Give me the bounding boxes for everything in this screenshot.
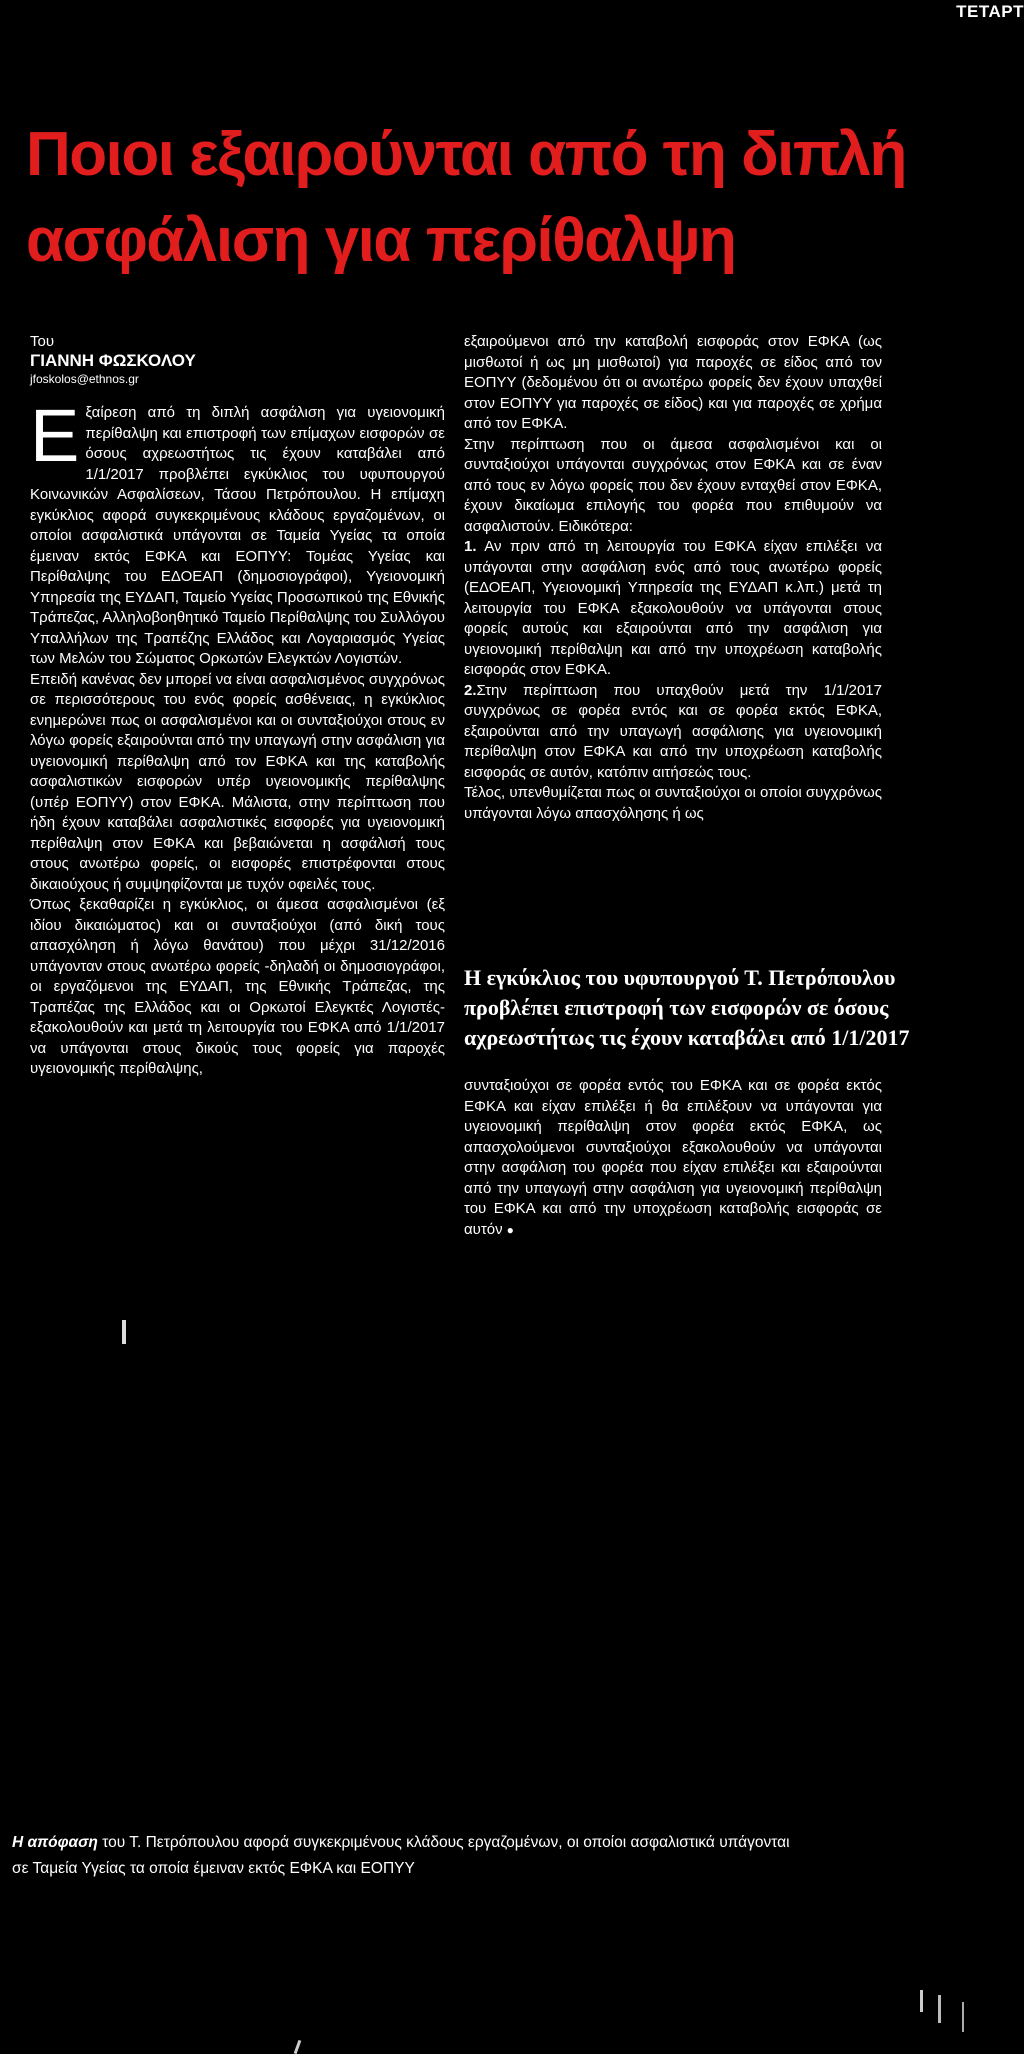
body-paragraph: εξαιρούμενοι από την καταβολή εισφοράς στον ΕΦΚΑ (ως μισθωτοί ή ως μη μισθωτοί) για παροχές σε είδος από τον ΕΟΠΥΥ (δεδομένου ότι οι ανωτέρω φορείς δεν έχουν υπαχθεί στον ΕΟΠΥΥ για παροχές σε είδος) και για παροχές σε χρήμα από τον ΕΦΚΑ.	[464, 333, 882, 432]
drop-cap: Ε	[30, 394, 80, 477]
photo-area	[0, 1300, 1024, 1820]
author-email: jfoskolos@ethnos.gr	[30, 372, 139, 386]
body-paragraph: Επειδή κανένας δεν μπορεί να είναι ασφαλισμένος συγχρόνως σε περισσότερους του ενός φορείς ασθένειας, η εγκύκλιος ενημερώνει πως οι ασφαλισμένοι και οι συνταξιούχοι στους εν λόγω φορείς εξαιρούνται από την υπαγωγή στην ασφάλιση για υγειονομική περίθαλψη από τον ΕΦΚΑ και της καταβολής ασφαλιστικών εισφορών υπέρ υγειονομικής περίθαλψης (υπέρ ΕΟΠΥΥ) στον ΕΦΚΑ. Μάλιστα, στην περίπτωση που ήδη έχουν καταβάλει ασφαλιστικές εισφορές για υγειονομική περίθαλψη στον ΕΦΚΑ και βεβαιώνεται η ασφάλισή τους στους ανωτέρω φορείς, οι εισφορές επιστρέφονται στους δικαιούχους ή συμψηφίζονται με τυχόν οφειλές τους.	[30, 670, 445, 893]
article-column-right-continued	[464, 1076, 882, 1240]
photo-highlight	[294, 2040, 302, 2054]
author-name: ΓΙΑΝΝΗ ΦΩΣΚΟΛΟΥ	[30, 351, 196, 370]
caption-lead: Η απόφαση	[12, 1834, 98, 1851]
lead-paragraph-text: ξαίρεση από τη διπλή ασφάλιση για υγειονομική περίθαλψη και επιστροφή των επίμαχων εισφορών σε όσους αχρεωστήτως τις έχουν καταβάλει από 1/1/2017 προβλέπει εγκύκλιος του υφυπουργού Κοινωνικών Ασφαλίσεων, Τάσου Πετρόπουλου. Η επίμαχη εγκύκλιος αφορά συγκεκριμένους κλάδους εργαζομένων, οι οποίοι ασφαλιστικά υπάγονται σε Ταμεία Υγείας τα οποία έμειναν εκτός ΕΦΚΑ και ΕΟΠΥΥ: Τομέας Υγείας και Περίθαλψης του ΕΔΟΕΑΠ (δημοσιογράφοι), Υγειονομική Υπηρεσία της ΕΥΔΑΠ, Ταμείο Υγείας Προσωπικού της Εθνικής Τράπεζας, Αλληλοβοηθητικό Ταμείο Περίθαλψης του Συλλόγου Υπαλλήλων της Τραπέζης Ελλάδος και Λογαριασμός Υγείας των Μελών του Σώματος Ορκωτών Ελεγκτών Λογιστών.	[30, 404, 445, 667]
item-text: Αν πριν από τη λειτουργία του ΕΦΚΑ είχαν επιλέξει να υπάγονται στην ασφάλιση ενός από τους ανωτέρω φορείς (ΕΔΟΕΑΠ, Υγειονομική Υπηρεσία της ΕΥΔΑΠ κ.λπ.) μετά τη λειτουργία του ΕΦΚΑ εξακολουθούν να υπάγονται στους φορείς αυτούς και εξαιρούνται από την ασφάλιση για υγειονομική περίθαλψη και από την υποχρέωση καταβολής εισφοράς στον ΕΦΚΑ.	[464, 538, 882, 678]
photo-highlight	[920, 1990, 923, 2012]
item-number: 2.	[464, 681, 477, 699]
photo-highlight	[122, 1320, 126, 1344]
body-paragraph: Όπως ξεκαθαρίζει η εγκύκλιος, οι άμεσα ασφαλισμένοι (εξ ιδίου δικαιώματος) και οι συνταξιούχοι (από δική τους απασχόληση ή λόγω θανάτου) που μέχρι 31/12/2016 υπάγονταν στους ανωτέρω φορείς -δηλαδή οι δημοσιογράφοι, οι εργαζόμενοι της ΕΥΔΑΠ, της Εθνικής Τράπεζας, της Τραπέζας της Ελλάδος και οι Ορκωτοί Ελεγκτές Λογιστές- εξακολουθούν και μετά τη λειτουργία του ΕΦΚΑ από 1/1/2017 να υπάγονται στους δικούς τους φορείς για παροχές υγειονομικής περίθαλψης,	[30, 896, 445, 1077]
pull-quote-line: αχρεωστήτως τις έχουν καταβάλει από 1/1/2017	[464, 1025, 910, 1050]
item-number: 1.	[464, 538, 477, 555]
item-text: Στην περίπτωση που υπαχθούν μετά την 1/1/2017 συγχρόνως σε φορέα εντός και σε φορέα εκτός ΕΦΚΑ, εξαιρούνται από την υπαγωγή ασφάλισης για υγειονομική περίθαλψη στον ΕΦΚΑ και από την υποχρέωση καταβολής εισφοράς σε αυτόν, κατόπιν αιτήσεώς τους.	[464, 681, 882, 781]
pull-quote-line: προβλέπει επιστροφή των εισφορών σε όσους	[464, 995, 889, 1020]
caption-line	[12, 1830, 1012, 1856]
numbered-item	[464, 537, 882, 681]
headline	[26, 112, 1024, 284]
article-column-right	[464, 332, 882, 824]
photo-highlight	[938, 1995, 941, 2023]
numbered-item	[464, 681, 882, 784]
lead-paragraph	[30, 394, 445, 670]
body-paragraph: Τέλος, υπενθυμίζεται πως οι συνταξιούχοι οι οποίοι συγχρόνως υπάγονται λόγω απασχόλησης ή ως	[464, 784, 882, 822]
pull-quote-line: Η εγκύκλιος του υφυπουργού Τ. Πετρόπουλου	[464, 965, 896, 990]
caption-text: του Τ. Πετρόπουλου αφορά συγκεκριμένους κλάδους εργαζομένων, οι οποίοι ασφαλιστικά υπάγονται	[97, 1834, 790, 1851]
photo-caption	[12, 1830, 1012, 1882]
article-column-left	[30, 332, 445, 1080]
body-paragraph-text: συνταξιούχοι σε φορέα εντός του ΕΦΚΑ και σε φορέα εκτός ΕΦΚΑ και είχαν επιλέξει ή θα επιλέξουν να υπάγονται για υγειονομική περίθαλψη στον φορέα εκτός ΕΦΚΑ, ως απασχολούμενοι συνταξιούχοι εξακολουθούν να υπάγονται στην ασφάλιση του φορέα που είχαν επιλέξει και εξαιρούνται από την υπαγωγή στην ασφάλιση για υγειονομική περίθαλψη του ΕΦΚΑ και από την υποχρέωση καταβολής εισφοράς σε αυτόν	[464, 1077, 882, 1238]
body-paragraph	[464, 1076, 882, 1240]
photo-highlight	[962, 2002, 964, 2032]
byline	[30, 332, 445, 389]
headline-line-1: Ποιοι εξαιρούνται από τη διπλή	[26, 120, 906, 189]
end-of-article-icon: ●	[506, 1222, 514, 1237]
page-label: ΤΕΤΑΡΤ	[956, 2, 1024, 21]
pull-quote	[464, 963, 1024, 1053]
headline-line-2: ασφάλιση για περίθαλψη	[26, 206, 736, 275]
byline-prefix: Του	[30, 333, 55, 350]
body-paragraph: Στην περίπτωση που οι άμεσα ασφαλισμένοι και οι συνταξιούχοι υπάγονται συγχρόνως στον ΕΦΚΑ και σε έναν από τους εν λόγω φορείς που δεν έχουν ενταχθεί στον ΕΦΚΑ, έχουν δικαίωμα επιλογής του φορέα που επιθυμούν να ασφαλιστούν. Ειδικότερα:	[464, 435, 882, 535]
caption-line: σε Ταμεία Υγείας τα οποία έμειναν εκτός ΕΦΚΑ και ΕΟΠΥΥ	[12, 1860, 415, 1877]
